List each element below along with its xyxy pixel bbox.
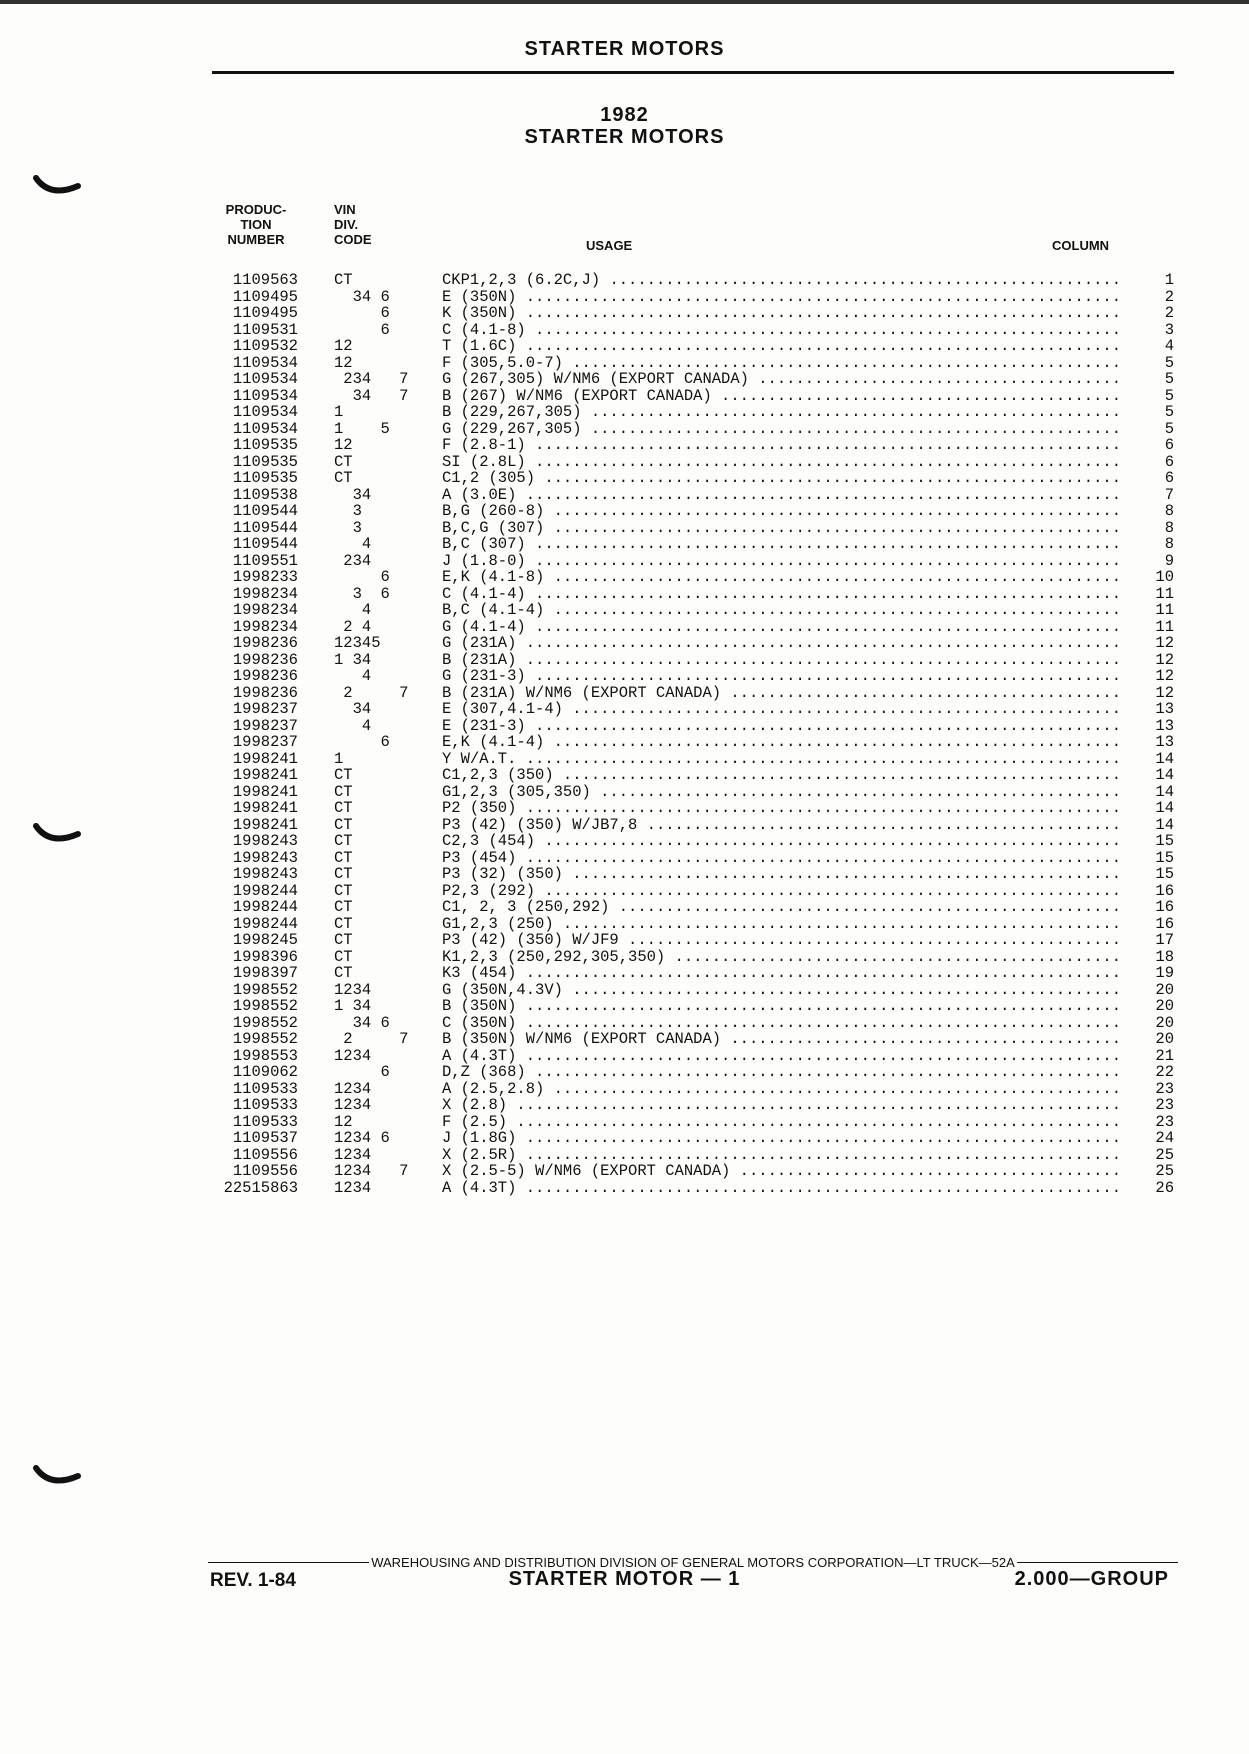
production-number-cell: 1998245	[232, 931, 298, 949]
column-number-cell: 13	[1155, 716, 1174, 735]
production-number-cell: 1998243	[232, 865, 298, 883]
vin-div-code-cell: 34 6	[334, 287, 390, 306]
table-row	[0, 536, 1249, 553]
production-number-cell: 1109532	[232, 337, 298, 355]
vin-div-code-cell: CT	[334, 766, 353, 784]
vin-div-code-cell: 234 7	[334, 370, 409, 388]
usage-cell: B (229,267,305) .....	[442, 404, 1124, 421]
table-row	[0, 866, 1249, 883]
production-number-cell: 1998396	[232, 947, 298, 966]
production-number-cell: 1109533	[232, 1096, 298, 1114]
table-row	[0, 767, 1249, 784]
usage-cell: B (231A) .....	[442, 652, 1124, 669]
vin-div-code-cell: 6	[334, 733, 390, 751]
vin-div-code-cell: CT	[334, 898, 353, 916]
usage-cell: C1,2,3 (350) .....	[442, 767, 1124, 784]
footer-revision: REV. 1-84	[210, 1570, 296, 1591]
vin-div-code-cell: CT	[334, 832, 353, 850]
binder-hole-mark-icon	[32, 1462, 82, 1492]
production-number-cell: 1109535	[232, 452, 298, 471]
production-number-cell: 1998244	[232, 881, 298, 900]
column-number-cell: 1	[1164, 271, 1174, 289]
usage-cell: F (2.5) .....	[442, 1114, 1124, 1131]
usage-cell: B,C (307) .....	[442, 536, 1124, 553]
production-number-cell: 1998236	[232, 683, 298, 702]
column-number-cell: 19	[1155, 964, 1174, 982]
production-number-cell: 1998397	[232, 964, 298, 982]
column-number-cell: 16	[1155, 881, 1174, 900]
vin-div-code-cell: CT	[334, 947, 353, 966]
table-row	[0, 833, 1249, 850]
column-number-cell: 24	[1155, 1129, 1174, 1147]
usage-cell: P2 (350) .....	[442, 800, 1124, 817]
usage-cell: B (231A) W/NM6 (EXPORT CANADA) .....	[442, 685, 1124, 702]
production-number-cell: 1998552	[232, 997, 298, 1015]
column-number-cell: 13	[1155, 700, 1174, 718]
usage-cell: C (4.1-4) .....	[442, 586, 1124, 603]
column-number-cell: 23	[1155, 1112, 1174, 1131]
usage-cell: K1,2,3 (250,292,305,350) .....	[442, 949, 1124, 966]
table-row	[0, 553, 1249, 570]
table-row	[0, 272, 1249, 289]
column-number-cell: 23	[1155, 1079, 1174, 1098]
table-row	[0, 520, 1249, 537]
column-number-cell: 14	[1155, 799, 1174, 817]
column-number-cell: 6	[1164, 436, 1174, 454]
column-number-cell: 3	[1164, 320, 1174, 339]
table-row	[0, 503, 1249, 520]
vin-div-code-cell: CT	[334, 469, 353, 487]
production-number-cell: 1998244	[232, 898, 298, 916]
column-header-column: COLUMN	[1052, 238, 1110, 253]
vin-div-code-cell: 2 7	[334, 683, 409, 702]
usage-cell: SI (2.8L) .....	[442, 454, 1124, 471]
usage-cell: G (231A) .....	[442, 635, 1124, 652]
vin-div-code-cell: 1234	[334, 1046, 372, 1065]
column-number-cell: 4	[1164, 337, 1174, 355]
table-row	[0, 751, 1249, 768]
production-number-cell: 1109495	[232, 287, 298, 306]
table-row	[0, 784, 1249, 801]
usage-cell: E (350N) .....	[442, 289, 1124, 306]
production-number-cell: 1998236	[232, 650, 298, 669]
usage-cell: F (305,5.0-7) .....	[442, 355, 1124, 372]
table-row	[0, 883, 1249, 900]
usage-cell: C1,2 (305) .....	[442, 470, 1124, 487]
table-row	[0, 734, 1249, 751]
table-row	[0, 322, 1249, 339]
usage-cell: X (2.5R) .....	[442, 1147, 1124, 1164]
production-number-cell: 1109533	[232, 1079, 298, 1098]
column-number-cell: 5	[1164, 403, 1174, 421]
usage-cell: A (4.3T) .....	[442, 1180, 1124, 1197]
table-row	[0, 982, 1249, 999]
production-number-cell: 1109544	[232, 518, 298, 537]
table-row	[0, 1130, 1249, 1147]
usage-cell: P3 (42) (350) W/JF9 .....	[442, 932, 1124, 949]
table-row	[0, 1180, 1249, 1197]
usage-cell: B,C (4.1-4) .....	[442, 602, 1124, 619]
column-number-cell: 14	[1155, 766, 1174, 784]
usage-cell: B,G (260-8) .....	[442, 503, 1124, 520]
usage-cell: D,Z (368) .....	[442, 1064, 1124, 1081]
vin-div-code-cell: CT	[334, 964, 353, 982]
table-row	[0, 652, 1249, 669]
table-row	[0, 470, 1249, 487]
vin-div-code-cell: 6	[334, 568, 390, 586]
table-row	[0, 668, 1249, 685]
running-header: STARTER MOTORS	[524, 38, 725, 60]
usage-cell: B (350N) W/NM6 (EXPORT CANADA) .....	[442, 1031, 1124, 1048]
column-number-cell: 8	[1164, 535, 1174, 553]
column-number-cell: 11	[1155, 601, 1174, 619]
table-row	[0, 569, 1249, 586]
table-row	[0, 1114, 1249, 1131]
production-number-cell: 1109534	[232, 419, 298, 438]
table-row	[0, 965, 1249, 982]
production-number-cell: 1998234	[232, 617, 298, 636]
production-number-cell: 1109537	[232, 1129, 298, 1147]
vin-div-code-cell: 4	[334, 667, 372, 685]
vin-div-code-cell: 34	[334, 700, 372, 718]
usage-cell: T (1.6C) .....	[442, 338, 1124, 355]
usage-cell: B (350N) .....	[442, 998, 1124, 1015]
column-number-cell: 5	[1164, 386, 1174, 405]
production-number-cell: 1109544	[232, 535, 298, 553]
column-number-cell: 10	[1155, 568, 1174, 586]
column-number-cell: 11	[1155, 584, 1174, 603]
footer-section: STARTER MOTOR — 1	[508, 1568, 741, 1590]
production-number-cell: 1109534	[232, 403, 298, 421]
column-number-cell: 8	[1164, 518, 1174, 537]
production-number-cell: 1109535	[232, 469, 298, 487]
vin-div-code-cell: 1234	[334, 1079, 372, 1098]
title-year: 1982	[600, 104, 649, 126]
column-header-production-number: PRODUC- TION NUMBER	[225, 202, 287, 247]
column-number-cell: 7	[1164, 485, 1174, 504]
vin-div-code-cell: 1234 7	[334, 1162, 409, 1180]
vin-div-code-cell: 1 34	[334, 650, 372, 669]
page-top-edge	[0, 0, 1249, 4]
column-number-cell: 20	[1155, 980, 1174, 999]
vin-div-code-cell: 1 5	[334, 419, 390, 438]
vin-div-code-cell: CT	[334, 271, 353, 289]
column-number-cell: 17	[1155, 931, 1174, 949]
table-row	[0, 289, 1249, 306]
table-row	[0, 899, 1249, 916]
production-number-cell: 1998552	[232, 1030, 298, 1048]
vin-div-code-cell: 4	[334, 601, 372, 619]
table-row	[0, 305, 1249, 322]
column-number-cell: 26	[1155, 1178, 1174, 1197]
vin-div-code-cell: 4	[334, 535, 372, 553]
column-number-cell: 20	[1155, 1013, 1174, 1032]
production-number-cell: 1998241	[232, 766, 298, 784]
usage-cell: C1, 2, 3 (250,292) .....	[442, 899, 1124, 916]
usage-cell: G (229,267,305) .....	[442, 421, 1124, 438]
table-row	[0, 1147, 1249, 1164]
vin-div-code-cell: 3 6	[334, 584, 390, 603]
usage-cell: E,K (4.1-4) .....	[442, 734, 1124, 751]
table-row	[0, 388, 1249, 405]
table-row	[0, 619, 1249, 636]
usage-cell: P3 (42) (350) W/JB7,8 .....	[442, 817, 1124, 834]
column-number-cell: 14	[1155, 782, 1174, 801]
table-row	[0, 1015, 1249, 1032]
column-number-cell: 14	[1155, 749, 1174, 768]
vin-div-code-cell: 3	[334, 518, 362, 537]
production-number-cell: 1998243	[232, 832, 298, 850]
usage-cell: A (3.0E) .....	[442, 487, 1124, 504]
column-number-cell: 5	[1164, 353, 1174, 372]
table-row	[0, 998, 1249, 1015]
production-number-cell: 1998236	[232, 667, 298, 685]
usage-cell: K3 (454) .....	[442, 965, 1124, 982]
usage-cell: P2,3 (292) .....	[442, 883, 1124, 900]
usage-cell: G (350N,4.3V) .....	[442, 982, 1124, 999]
table-row	[0, 1097, 1249, 1114]
production-number-cell: 1109563	[232, 271, 298, 289]
page-title	[0, 104, 1249, 148]
vin-div-code-cell: 1	[334, 403, 344, 421]
vin-div-code-cell: CT	[334, 815, 353, 834]
column-number-cell: 15	[1155, 848, 1174, 867]
production-number-cell: 1998237	[232, 716, 298, 735]
production-number-cell: 1998241	[232, 749, 298, 768]
column-header-usage: USAGE	[586, 238, 633, 253]
vin-div-code-cell: 12	[334, 436, 353, 454]
footer-group: 2.000—GROUP	[1014, 1568, 1169, 1590]
column-number-cell: 12	[1155, 667, 1174, 685]
column-number-cell: 12	[1155, 683, 1174, 702]
usage-cell: Y W/A.T. .....	[442, 751, 1124, 768]
usage-cell: CKP1,2,3 (6.2C,J) .....	[442, 272, 1124, 289]
vin-div-code-cell: 12	[334, 353, 353, 372]
table-row	[0, 1081, 1249, 1098]
column-number-cell: 23	[1155, 1096, 1174, 1114]
table-row	[0, 701, 1249, 718]
production-number-cell: 1109556	[232, 1162, 298, 1180]
usage-cell: P3 (32) (350) .....	[442, 866, 1124, 883]
production-number-cell: 1109533	[232, 1112, 298, 1131]
vin-div-code-cell: 12345	[334, 634, 381, 652]
column-number-cell: 9	[1164, 551, 1174, 570]
table-row	[0, 421, 1249, 438]
usage-cell: E (307,4.1-4) .....	[442, 701, 1124, 718]
production-number-cell: 1109534	[232, 353, 298, 372]
usage-cell: B (267) W/NM6 (EXPORT CANADA) .....	[442, 388, 1124, 405]
table-row	[0, 932, 1249, 949]
vin-div-code-cell: 1234	[334, 1096, 372, 1114]
usage-cell: X (2.5-5) W/NM6 (EXPORT CANADA) .....	[442, 1163, 1124, 1180]
production-number-cell: 1998241	[232, 782, 298, 801]
parts-table	[0, 272, 1249, 1196]
vin-div-code-cell: 6	[334, 320, 390, 339]
table-row	[0, 685, 1249, 702]
column-number-cell: 5	[1164, 370, 1174, 388]
table-row	[0, 371, 1249, 388]
vin-div-code-cell: 3	[334, 502, 362, 520]
column-number-cell: 12	[1155, 634, 1174, 652]
vin-div-code-cell: 4	[334, 716, 372, 735]
vin-div-code-cell: 1	[334, 749, 344, 768]
production-number-cell: 1109062	[232, 1063, 298, 1081]
column-number-cell: 15	[1155, 832, 1174, 850]
vin-div-code-cell: CT	[334, 931, 353, 949]
footer-rule-left	[208, 1562, 369, 1563]
production-number-cell: 1998243	[232, 848, 298, 867]
vin-div-code-cell: 1234 6	[334, 1129, 390, 1147]
vin-div-code-cell: CT	[334, 848, 353, 867]
usage-cell: K (350N) .....	[442, 305, 1124, 322]
header-rule	[212, 71, 1174, 74]
vin-div-code-cell: CT	[334, 914, 353, 933]
table-row	[0, 1031, 1249, 1048]
footer-rule-right	[1017, 1562, 1178, 1563]
vin-div-code-cell: 1 34	[334, 997, 372, 1015]
table-row	[0, 454, 1249, 471]
production-number-cell: 1109556	[232, 1145, 298, 1164]
usage-cell: E,K (4.1-8) .....	[442, 569, 1124, 586]
usage-cell: J (1.8-0) .....	[442, 553, 1124, 570]
column-number-cell: 13	[1155, 733, 1174, 751]
production-number-cell: 1998244	[232, 914, 298, 933]
vin-div-code-cell: 34 6	[334, 1013, 390, 1032]
production-number-cell: 1998552	[232, 1013, 298, 1032]
column-number-cell: 2	[1164, 304, 1174, 322]
column-number-cell: 15	[1155, 865, 1174, 883]
vin-div-code-cell: CT	[334, 799, 353, 817]
binder-hole-mark-icon	[32, 172, 82, 202]
column-number-cell: 20	[1155, 1030, 1174, 1048]
column-number-cell: 18	[1155, 947, 1174, 966]
usage-cell: B,C,G (307) .....	[442, 520, 1124, 537]
usage-cell: E (231-3) .....	[442, 718, 1124, 735]
vin-div-code-cell: CT	[334, 881, 353, 900]
usage-cell: F (2.8-1) .....	[442, 437, 1124, 454]
table-row	[0, 437, 1249, 454]
production-number-cell: 1109538	[232, 485, 298, 504]
column-number-cell: 16	[1155, 898, 1174, 916]
usage-cell: G (231-3) .....	[442, 668, 1124, 685]
production-number-cell: 1998241	[232, 799, 298, 817]
production-number-cell: 1109531	[232, 320, 298, 339]
usage-cell: G1,2,3 (305,350) .....	[442, 784, 1124, 801]
vin-div-code-cell: 12	[334, 1112, 353, 1131]
vin-div-code-cell: 6	[334, 304, 390, 322]
column-number-cell: 20	[1155, 997, 1174, 1015]
column-number-cell: 25	[1155, 1145, 1174, 1164]
column-number-cell: 21	[1155, 1046, 1174, 1065]
column-number-cell: 6	[1164, 469, 1174, 487]
table-row	[0, 916, 1249, 933]
production-number-cell: 1998552	[232, 980, 298, 999]
production-number-cell: 1998241	[232, 815, 298, 834]
table-row	[0, 1064, 1249, 1081]
production-number-cell: 1998234	[232, 584, 298, 603]
column-number-cell: 22	[1155, 1063, 1174, 1081]
vin-div-code-cell: 1234	[334, 980, 372, 999]
vin-div-code-cell: 2 4	[334, 617, 372, 636]
table-row	[0, 586, 1249, 603]
production-number-cell: 1998234	[232, 601, 298, 619]
table-row	[0, 949, 1249, 966]
usage-cell: C (4.1-8) .....	[442, 322, 1124, 339]
column-number-cell: 8	[1164, 502, 1174, 520]
vin-div-code-cell: 34	[334, 485, 372, 504]
column-number-cell: 25	[1155, 1162, 1174, 1180]
column-header-vin-div-code: VIN DIV. CODE	[334, 202, 372, 247]
production-number-cell: 1998237	[232, 733, 298, 751]
usage-cell: C2,3 (454) .....	[442, 833, 1124, 850]
production-number-cell: 1109535	[232, 436, 298, 454]
usage-cell: A (4.3T) .....	[442, 1048, 1124, 1065]
title-subtitle: STARTER MOTORS	[524, 126, 725, 148]
table-row	[0, 338, 1249, 355]
production-number-cell: 22515863	[223, 1178, 298, 1197]
table-row	[0, 850, 1249, 867]
usage-cell: X (2.8) .....	[442, 1097, 1124, 1114]
production-number-cell: 1109551	[232, 551, 298, 570]
production-number-cell: 1998553	[232, 1046, 298, 1065]
production-number-cell: 1109544	[232, 502, 298, 520]
column-number-cell: 5	[1164, 419, 1174, 438]
column-number-cell: 6	[1164, 452, 1174, 471]
column-number-cell: 14	[1155, 815, 1174, 834]
vin-div-code-cell: 234	[334, 551, 372, 570]
production-number-cell: 1109534	[232, 386, 298, 405]
table-row	[0, 487, 1249, 504]
table-row	[0, 800, 1249, 817]
usage-cell: G1,2,3 (250) .....	[442, 916, 1124, 933]
production-number-cell: 1998233	[232, 568, 298, 586]
table-row	[0, 718, 1249, 735]
vin-div-code-cell: CT	[334, 782, 353, 801]
usage-cell: C (350N) .....	[442, 1015, 1124, 1032]
table-row	[0, 404, 1249, 421]
production-number-cell: 1998236	[232, 634, 298, 652]
vin-div-code-cell: CT	[334, 452, 353, 471]
column-number-cell: 2	[1164, 287, 1174, 306]
column-number-cell: 11	[1155, 617, 1174, 636]
table-row	[0, 635, 1249, 652]
column-number-cell: 12	[1155, 650, 1174, 669]
production-number-cell: 1109534	[232, 370, 298, 388]
production-number-cell: 1109495	[232, 304, 298, 322]
usage-cell: J (1.8G) .....	[442, 1130, 1124, 1147]
vin-div-code-cell: 12	[334, 337, 353, 355]
usage-cell: P3 (454) .....	[442, 850, 1124, 867]
table-row	[0, 817, 1249, 834]
footer-division-text: WAREHOUSING AND DISTRIBUTION DIVISION OF GENERAL MOTORS CORPORATION—LT TRUCK—52A	[371, 1555, 1015, 1570]
table-row	[0, 355, 1249, 372]
production-number-cell: 1998237	[232, 700, 298, 718]
table-row	[0, 1163, 1249, 1180]
vin-div-code-cell: 6	[334, 1063, 390, 1081]
vin-div-code-cell: 34 7	[334, 386, 409, 405]
vin-div-code-cell: CT	[334, 865, 353, 883]
vin-div-code-cell: 1234	[334, 1178, 372, 1197]
usage-cell: A (2.5,2.8) .....	[442, 1081, 1124, 1098]
column-number-cell: 16	[1155, 914, 1174, 933]
usage-cell: G (267,305) W/NM6 (EXPORT CANADA) .....	[442, 371, 1124, 388]
table-row	[0, 602, 1249, 619]
usage-cell: G (4.1-4) .....	[442, 619, 1124, 636]
vin-div-code-cell: 2 7	[334, 1030, 409, 1048]
vin-div-code-cell: 1234	[334, 1145, 372, 1164]
table-row	[0, 1048, 1249, 1065]
